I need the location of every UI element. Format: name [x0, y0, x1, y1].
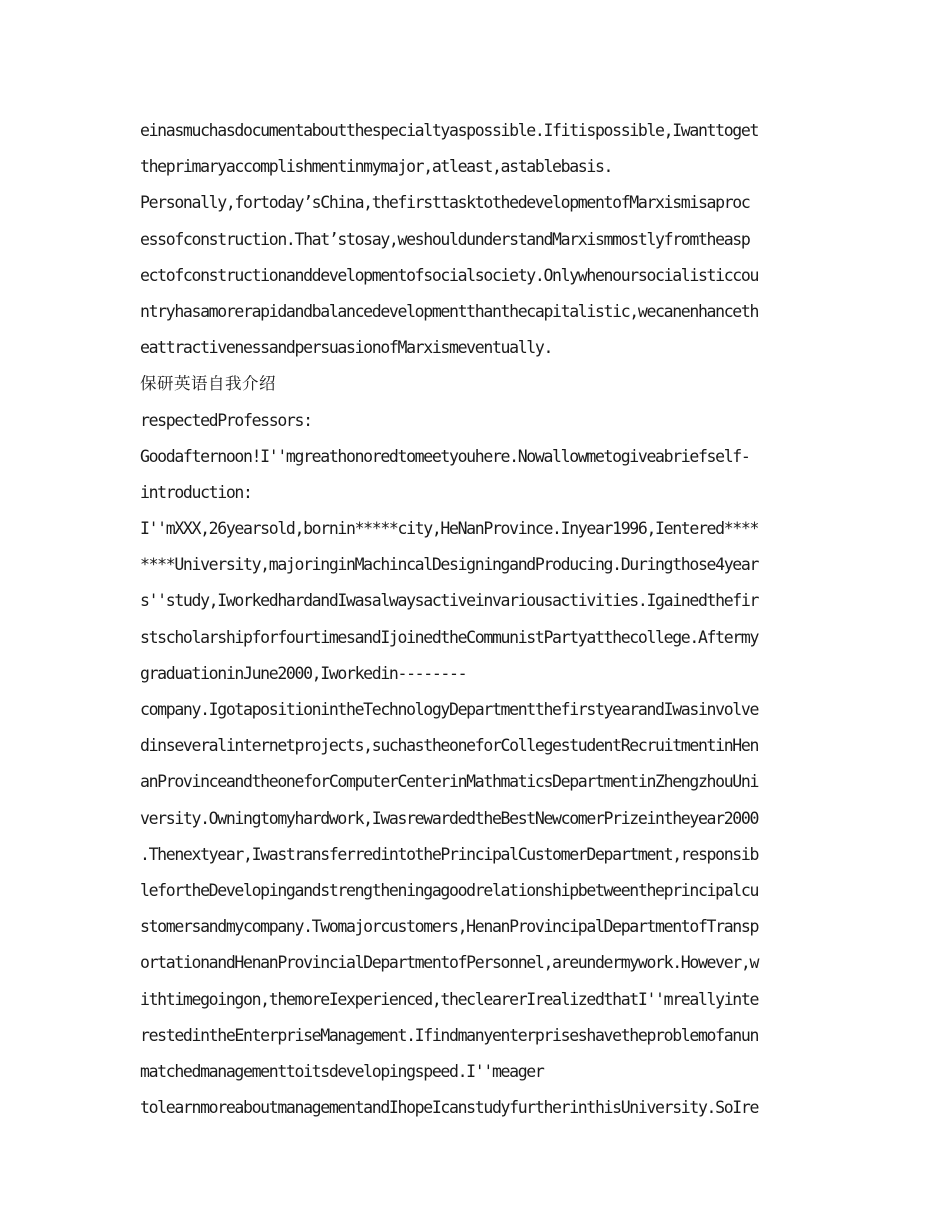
- document-body-text: [140, 113, 812, 1126]
- text-line: ithtimegoingon,themoreIexperienced,theclearerIrealizedthatI''mreallyinte: [140, 989, 759, 1009]
- text-line: Personally,fortoday’sChina,thefirsttasktothedevelopmentofMarxismisaproc: [140, 193, 750, 213]
- text-line: company.IgotapositionintheTechnologyDepartmentthefirstyearandIwasinvolve: [140, 700, 759, 719]
- text-line: introduction:: [140, 482, 252, 502]
- text-line: anProvinceandtheoneforComputerCenterinMathmaticsDepartmentinZhengzhouUni: [140, 772, 759, 792]
- text-line: lefortheDevelopingandstrengtheningagoodrelationshipbetweentheprincipalcu: [140, 880, 759, 900]
- text-line: essofconstruction.That’stosay,weshouldunderstandMarxismmostlyfromtheasp: [140, 229, 750, 249]
- text-line: matchedmanagementtoitsdevelopingspeed.I''meager: [140, 1061, 544, 1081]
- salutation-line: respectedProfessors:: [140, 410, 312, 430]
- text-line: theprimaryaccomplishmentinmymajor,atleast,astablebasis.: [140, 157, 613, 177]
- text-line: stscholarshipforfourtimesandIjoinedtheCommunistPartyatthecollege.Aftermy: [140, 627, 759, 647]
- text-line: eattractivenessandpersuasionofMarxismeventually.: [140, 338, 553, 358]
- text-line: Goodafternoon!I''mgreathonoredtomeetyouhere.Nowallowmetogiveabriefself-: [140, 446, 750, 466]
- text-line: .Thenextyear,IwastransferredintothePrincipalCustomerDepartment,responsib: [140, 844, 759, 864]
- text-line: tolearnmoreaboutmanagementandIhopeIcanstudyfurtherinthisUniversity.SoIre: [140, 1098, 759, 1118]
- text-line: ortationandHenanProvincialDepartmentofPersonnel,areundermywork.However,w: [140, 953, 759, 973]
- text-line: I''mXXX,26yearsold,bornin*****city,HeNanProvince.Inyear1996,Ientered****: [140, 519, 759, 539]
- text-line: ****University,majoringinMachincalDesigningandProducing.Duringthose4year: [140, 555, 759, 575]
- text-line: versity.Owningtomyhardwork,IwasrewardedtheBestNewcomerPrizeintheyear2000: [140, 808, 759, 828]
- section-heading: 保研英语自我介绍: [140, 374, 276, 394]
- text-line: ntryhasamorerapidandbalancedevelopmentthanthecapitalistic,wecanenhanceth: [140, 301, 759, 321]
- text-line: ectofconstructionanddevelopmentofsocialsociety.Onlywhenoursocialisticcou: [140, 265, 759, 285]
- text-line: s''study,IworkedhardandIwasalwaysactiveinvariousactivities.Igainedthefir: [140, 591, 759, 611]
- text-line: dinseveralinternetprojects,suchastheoneforCollegestudentRecruitmentinHen: [140, 736, 759, 756]
- text-line: stomersandmycompany.Twomajorcustomers,HenanProvincipalDepartmentofTransp: [140, 917, 759, 937]
- text-line: graduationinJune2000,Iworkedin--------: [140, 663, 467, 683]
- text-line: einasmuchasdocumentaboutthespecialtyaspossible.Ifitispossible,Iwanttoget: [140, 121, 759, 140]
- text-line: restedintheEnterpriseManagement.Ifindmanyenterpriseshavetheproblemofanun: [140, 1025, 759, 1045]
